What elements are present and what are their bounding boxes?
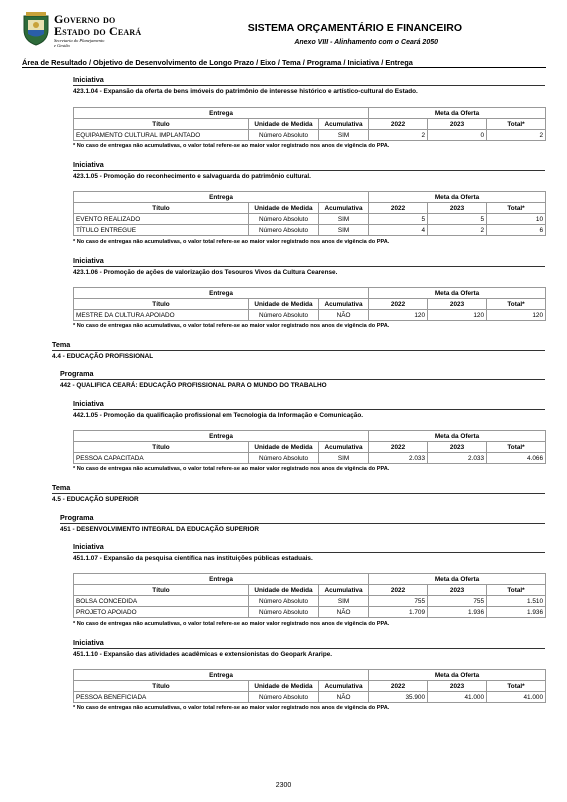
col-acumulativa: Acumulativa (319, 442, 369, 453)
logo-line-1: Governo do (54, 12, 116, 26)
entrega-table (73, 430, 546, 464)
col-unidade: Unidade de Medida (249, 442, 319, 453)
cell-unidade: Número Absoluto (249, 130, 319, 141)
cell-acumulativa: SIM (319, 596, 369, 607)
entrega-header: Entrega (74, 108, 369, 119)
cell-titulo: EQUIPAMENTO CULTURAL IMPLANTADO (74, 130, 249, 141)
breadcrumb: Área de Resultado / Objetivo de Desenvolvimento de Longo Prazo / Eixo / Tema / Programa / Iniciativa / Entrega (22, 58, 413, 67)
cell-total: 1.936 (487, 607, 546, 618)
col-2022: 2022 (369, 681, 428, 692)
iniciativa-description: 442.1.05 - Promoção da qualificação profissional em Tecnologia da Informação e Comunicação. (73, 412, 364, 419)
meta-header: Meta da Oferta (369, 574, 546, 585)
meta-header: Meta da Oferta (369, 108, 546, 119)
cell-acumulativa: NÃO (319, 692, 369, 703)
table-row (74, 607, 546, 618)
iniciativa-description: 423.1.04 - Expansão da oferta de bens imóveis do patrimônio de interesse histórico e artístico-cultural do Estado. (73, 88, 418, 95)
col-2022: 2022 (369, 442, 428, 453)
cell-total: 2 (487, 130, 546, 141)
table-row (74, 453, 546, 464)
cell-unidade: Número Absoluto (249, 225, 319, 236)
cell-2022: 2.033 (369, 453, 428, 464)
iniciativa-heading: Iniciativa (73, 638, 104, 647)
col-total: Total* (487, 299, 546, 310)
col-acumulativa: Acumulativa (319, 119, 369, 130)
entrega-table (73, 573, 546, 618)
cell-titulo: MESTRE DA CULTURA APOIADO (74, 310, 249, 321)
cell-titulo: TÍTULO ENTREGUE (74, 225, 249, 236)
table-row (74, 214, 546, 225)
cell-2022: 4 (369, 225, 428, 236)
tema-heading: Tema (52, 340, 71, 349)
cell-unidade: Número Absoluto (249, 453, 319, 464)
cell-2022: 755 (369, 596, 428, 607)
col-titulo: Título (74, 203, 249, 214)
meta-header: Meta da Oferta (369, 431, 546, 442)
col-total: Total* (487, 442, 546, 453)
entrega-table (73, 107, 546, 141)
logo-line-3 (54, 38, 104, 48)
col-total: Total* (487, 585, 546, 596)
cell-2023: 2 (428, 225, 487, 236)
cell-acumulativa: SIM (319, 225, 369, 236)
footnote: * No caso de entregas não acumulativas, o valor total refere-se ao maior valor registrado nos anos de vigência do PPA. (73, 466, 390, 472)
cell-acumulativa: SIM (319, 130, 369, 141)
col-2022: 2022 (369, 585, 428, 596)
iniciativa-heading: Iniciativa (73, 75, 104, 84)
meta-header: Meta da Oferta (369, 670, 546, 681)
logo-line-3b: e Gestão (54, 43, 70, 48)
divider (52, 493, 545, 494)
entrega-header: Entrega (74, 670, 369, 681)
cell-2023: 755 (428, 596, 487, 607)
divider (60, 379, 545, 380)
cell-acumulativa: SIM (319, 214, 369, 225)
tema-description: 4.5 - EDUCAÇÃO SUPERIOR (52, 496, 139, 503)
iniciativa-heading: Iniciativa (73, 160, 104, 169)
cell-total: 1.510 (487, 596, 546, 607)
col-total: Total* (487, 119, 546, 130)
col-unidade: Unidade de Medida (249, 681, 319, 692)
cell-2022: 1.709 (369, 607, 428, 618)
col-acumulativa: Acumulativa (319, 299, 369, 310)
cell-unidade: Número Absoluto (249, 214, 319, 225)
logo-line-2: Estado do Ceará (54, 24, 142, 38)
footnote: * No caso de entregas não acumulativas, o valor total refere-se ao maior valor registrado nos anos de vigência do PPA. (73, 621, 390, 627)
table-row (74, 310, 546, 321)
iniciativa-description: 423.1.06 - Promoção de ações de valorização dos Tesouros Vivos da Cultura Cearense. (73, 269, 338, 276)
cell-titulo: PROJETO APOIADO (74, 607, 249, 618)
col-titulo: Título (74, 442, 249, 453)
col-unidade: Unidade de Medida (249, 299, 319, 310)
footnote: * No caso de entregas não acumulativas, o valor total refere-se ao maior valor registrado nos anos de vigência do PPA. (73, 705, 390, 711)
cell-2023: 1.936 (428, 607, 487, 618)
col-2023: 2023 (428, 585, 487, 596)
col-unidade: Unidade de Medida (249, 119, 319, 130)
table-row (74, 596, 546, 607)
iniciativa-heading: Iniciativa (73, 542, 104, 551)
divider (60, 523, 545, 524)
cell-2023: 2.033 (428, 453, 487, 464)
programa-description: 442 - QUALIFICA CEARÁ: EDUCAÇÃO PROFISSIONAL PARA O MUNDO DO TRABALHO (60, 382, 327, 389)
cell-total: 6 (487, 225, 546, 236)
table-row (74, 692, 546, 703)
cell-titulo: EVENTO REALIZADO (74, 214, 249, 225)
cell-total: 41.000 (487, 692, 546, 703)
cell-2022: 2 (369, 130, 428, 141)
col-2023: 2023 (428, 203, 487, 214)
divider (52, 350, 545, 351)
entrega-table (73, 191, 546, 236)
cell-acumulativa: NÃO (319, 310, 369, 321)
page-number: 2300 (275, 782, 292, 789)
entrega-table (73, 669, 546, 703)
col-total: Total* (487, 681, 546, 692)
col-titulo: Título (74, 681, 249, 692)
meta-header: Meta da Oferta (369, 192, 546, 203)
cell-2022: 5 (369, 214, 428, 225)
col-unidade: Unidade de Medida (249, 585, 319, 596)
col-acumulativa: Acumulativa (319, 585, 369, 596)
entrega-header: Entrega (74, 574, 369, 585)
entrega-header: Entrega (74, 192, 369, 203)
divider (73, 266, 545, 267)
divider (73, 85, 545, 86)
iniciativa-heading: Iniciativa (73, 399, 104, 408)
footnote: * No caso de entregas não acumulativas, o valor total refere-se ao maior valor registrado nos anos de vigência do PPA. (73, 323, 390, 329)
col-2022: 2022 (369, 203, 428, 214)
divider (73, 552, 545, 553)
state-crest-icon (22, 12, 50, 46)
cell-total: 120 (487, 310, 546, 321)
table-row (74, 225, 546, 236)
col-acumulativa: Acumulativa (319, 681, 369, 692)
col-2022: 2022 (369, 119, 428, 130)
divider (73, 648, 545, 649)
cell-acumulativa: SIM (319, 453, 369, 464)
cell-titulo: PESSOA CAPACITADA (74, 453, 249, 464)
cell-total: 4.066 (487, 453, 546, 464)
cell-2023: 5 (428, 214, 487, 225)
header-divider (22, 67, 546, 68)
footnote: * No caso de entregas não acumulativas, o valor total refere-se ao maior valor registrado nos anos de vigência do PPA. (73, 143, 390, 149)
col-acumulativa: Acumulativa (319, 203, 369, 214)
programa-heading: Programa (60, 513, 94, 522)
cell-acumulativa: NÃO (319, 607, 369, 618)
cell-unidade: Número Absoluto (249, 596, 319, 607)
col-2023: 2023 (428, 442, 487, 453)
col-2022: 2022 (369, 299, 428, 310)
col-titulo: Título (74, 585, 249, 596)
iniciativa-heading: Iniciativa (73, 256, 104, 265)
cell-titulo: BOLSA CONCEDIDA (74, 596, 249, 607)
col-titulo: Título (74, 119, 249, 130)
annex-subtitle: Anexo VIII - Alinhamento com o Ceará 2050 (294, 39, 438, 46)
cell-2022: 120 (369, 310, 428, 321)
col-unidade: Unidade de Medida (249, 203, 319, 214)
iniciativa-description: 451.1.10 - Expansão das atividades acadêmicas e extensionistas do Geopark Araripe. (73, 651, 333, 658)
cell-2023: 41.000 (428, 692, 487, 703)
col-titulo: Título (74, 299, 249, 310)
entrega-header: Entrega (74, 288, 369, 299)
col-total: Total* (487, 203, 546, 214)
iniciativa-description: 451.1.07 - Expansão da pesquisa científica nas instituições públicas estaduais. (73, 555, 313, 562)
meta-header: Meta da Oferta (369, 288, 546, 299)
cell-unidade: Número Absoluto (249, 310, 319, 321)
entrega-table (73, 287, 546, 321)
cell-total: 10 (487, 214, 546, 225)
tema-description: 4.4 - EDUCAÇÃO PROFISSIONAL (52, 353, 154, 360)
system-title: SISTEMA ORÇAMENTÁRIO E FINANCEIRO (247, 22, 462, 34)
entrega-header: Entrega (74, 431, 369, 442)
divider (73, 409, 545, 410)
col-2023: 2023 (428, 119, 487, 130)
cell-unidade: Número Absoluto (249, 692, 319, 703)
col-2023: 2023 (428, 681, 487, 692)
programa-description: 451 - DESENVOLVIMENTO INTEGRAL DA EDUCAÇÃO SUPERIOR (60, 526, 259, 533)
government-logo (22, 12, 157, 48)
divider (73, 170, 545, 171)
iniciativa-description: 423.1.05 - Promoção do reconhecimento e salvaguarda do patrimônio cultural. (73, 173, 311, 180)
logo-line-3a: Secretaria do Planejamento (54, 38, 105, 43)
cell-unidade: Número Absoluto (249, 607, 319, 618)
table-row (74, 130, 546, 141)
tema-heading: Tema (52, 483, 71, 492)
col-2023: 2023 (428, 299, 487, 310)
cell-titulo: PESSOA BENEFICIADA (74, 692, 249, 703)
programa-heading: Programa (60, 369, 94, 378)
cell-2022: 35.900 (369, 692, 428, 703)
cell-2023: 0 (428, 130, 487, 141)
cell-2023: 120 (428, 310, 487, 321)
footnote: * No caso de entregas não acumulativas, o valor total refere-se ao maior valor registrado nos anos de vigência do PPA. (73, 239, 390, 245)
